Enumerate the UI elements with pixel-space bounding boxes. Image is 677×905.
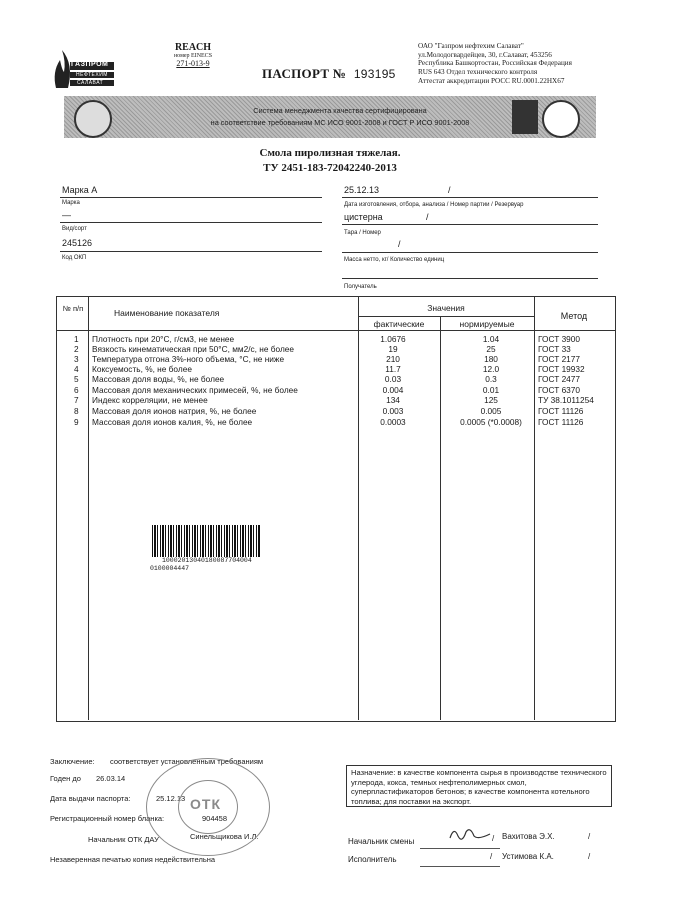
shift-head-name: Вахитова Э.Х. [502, 832, 555, 841]
shift-head-label: Начальник смены [348, 837, 415, 846]
row-name: Индекс корреляции, не менее [92, 395, 208, 405]
banner-line-2: на соответствие требованиям МС ИСО 9001-2008 и ГОСТ Р ИСО 9001-2008 [210, 118, 470, 127]
reach-number: 271-013-9 [176, 59, 210, 68]
row-norm: 0.0005 (*0.0008) [460, 417, 522, 427]
row-actual: 0.03 [384, 374, 402, 384]
passport-number: 193195 [353, 67, 396, 81]
tank-value: цистерна [344, 212, 383, 222]
code-label: Код ОКП [62, 255, 87, 261]
row-actual: 1.0676 [380, 334, 406, 344]
logo-text-1: ГАЗПРОМ [71, 61, 109, 68]
date-value: 25.12.13 [344, 185, 380, 195]
barcode-code-2: 0100004447 [150, 565, 190, 572]
table-row [56, 385, 616, 395]
grade-value: — [62, 210, 71, 220]
batch-label: Вид/сорт [62, 226, 87, 232]
row-number: 9 [74, 417, 79, 427]
row-number: 3 [74, 354, 79, 364]
rst-cert-icon [74, 100, 112, 138]
barcode-code-1: 10002013040180087704004 [162, 557, 252, 564]
reg-value: 904458 [202, 814, 228, 823]
code-value: 245126 [62, 238, 93, 248]
logo-text-3: САЛАВАТ [77, 80, 104, 86]
row-norm: 0.01 [482, 385, 500, 395]
col-no-header: № п/п [62, 304, 84, 313]
row-actual: 0.003 [382, 406, 404, 416]
product-spec: ТУ 2451-183-72042240-2013 [263, 162, 397, 174]
company-line: ОАО "Газпром нефтехим Салават" [418, 42, 524, 50]
row-method: ГОСТ 11126 [538, 417, 584, 427]
conclusion-label: Заключение: [50, 757, 95, 766]
row-norm: 0.005 [480, 406, 502, 416]
table-row [56, 354, 616, 364]
col-actual-header: фактические [373, 319, 425, 329]
product-title [150, 146, 510, 176]
row-number: 6 [74, 385, 79, 395]
row-actual: 19 [388, 344, 398, 354]
passport-title [262, 66, 396, 82]
barcode [152, 525, 260, 557]
row-name: Массовая доля ионов натрия, %, не более [92, 406, 257, 416]
gazprom-logo [48, 42, 116, 96]
unverified-note: Незаверенная печатью копия недействительна [50, 855, 216, 864]
row-norm: 12.0 [482, 364, 500, 374]
row-norm: 0.3 [485, 374, 497, 384]
col-values-header: Значения [427, 303, 465, 313]
product-name: Смола пиролизная тяжелая. [259, 147, 401, 159]
date-label: Дата изготовления, отбора, анализа / Номер партии / Резервуар [344, 202, 524, 208]
signature-icon [448, 824, 492, 844]
table-row [56, 406, 616, 416]
mass-label: Масса нетто, кг/ Количество единиц [344, 257, 445, 263]
row-actual: 11.7 [385, 364, 401, 374]
valid-label: Годен до [50, 774, 81, 783]
stamp-text: ОТК [190, 796, 221, 812]
mark-value: Марка А [62, 185, 98, 195]
row-norm: 25 [486, 344, 496, 354]
row-norm: 125 [484, 395, 498, 405]
row-name: Вязкость кинематическая при 50°С, мм2/с, не более [92, 344, 295, 354]
mark-label: Марка [62, 200, 80, 206]
col-method-header: Метод [560, 311, 588, 321]
reach-block [168, 42, 218, 68]
purpose-note: Назначение: в качестве компонента сырья в производстве технического углерода, кокса, темных нефтеполимерных смол, суперпластификаторов бетонов; в качестве компонента котельного топлива; для поставки на экспорт. [346, 765, 612, 807]
row-number: 8 [74, 406, 79, 416]
valid-value: 26.03.14 [96, 774, 126, 783]
row-norm: 180 [484, 354, 498, 364]
table-row [56, 395, 616, 405]
row-norm: 1.04 [482, 334, 500, 344]
iqnet-icon [542, 100, 580, 138]
receiver-label: Получатель [344, 284, 377, 290]
banner-line-1: Система менеджмента качества сертифицирована [253, 106, 427, 115]
table-row [56, 334, 616, 344]
issue-label: Дата выдачи паспорта: [50, 794, 131, 803]
company-line: RUS 643 Отдел технического контроля [418, 68, 538, 77]
executor-name: Устимова К.А. [502, 852, 554, 861]
head-otk-label: Начальник ОТК ДАУ [88, 835, 159, 844]
row-number: 7 [74, 395, 79, 405]
table-row [56, 364, 616, 374]
col-name-header: Наименование показателя [114, 308, 220, 318]
company-info [418, 42, 618, 86]
row-method: ГОСТ 11126 [538, 406, 584, 416]
row-name: Коксуемость, %, не более [92, 364, 192, 374]
row-number: 4 [74, 364, 79, 374]
row-name: Температура отгона 3%-ного объема, °С, не ниже [92, 354, 285, 364]
reg-label: Регистрационный номер бланка: [50, 814, 165, 823]
banner-text [150, 105, 530, 129]
row-name: Массовая доля механических примесей, %, не более [92, 385, 298, 395]
row-number: 1 [74, 334, 79, 344]
row-method: ГОСТ 6370 [538, 385, 581, 395]
row-number: 5 [74, 374, 79, 384]
row-name: Массовая доля ионов калия, %, не более [92, 417, 253, 427]
row-actual: 0.004 [382, 385, 404, 395]
tank-label: Тара / Номер [344, 230, 381, 236]
passport-label: ПАСПОРТ № [262, 66, 347, 81]
row-method: ГОСТ 3900 [538, 334, 581, 344]
col-norm-header: нормируемые [459, 319, 515, 329]
row-method: ГОСТ 33 [538, 344, 571, 354]
executor-label: Исполнитель [348, 855, 397, 864]
table-row [56, 374, 616, 384]
company-line: Аттестат аккредитации РОСС RU.0001.22НХ67 [418, 76, 565, 85]
row-method: ТУ 38.1011254 [538, 395, 594, 405]
table-row [56, 344, 616, 354]
reach-title: REACH [174, 42, 212, 53]
row-method: ГОСТ 2477 [538, 374, 581, 384]
row-actual: 0.0003 [380, 417, 406, 427]
logo-text-2: НЕФТЕХИМ [76, 72, 108, 78]
company-line: Республика Башкортостан, Российская Федерация [418, 59, 572, 68]
row-number: 2 [74, 344, 79, 354]
reach-sub: номер EINECS [173, 53, 213, 59]
row-name: Плотность при 20°С, г/см3, не менее [92, 334, 235, 344]
row-method: ГОСТ 19932 [538, 364, 585, 374]
row-actual: 210 [386, 354, 400, 364]
row-method: ГОСТ 2177 [538, 354, 581, 364]
table-row [56, 417, 616, 427]
issue-value: 25.12.13 [156, 794, 186, 803]
head-otk-name: Синельщикова И.Л. [190, 832, 259, 841]
company-line: ул.Молодогвардейцев, 30, г.Салават, 453256 [418, 50, 552, 59]
row-name: Массовая доля воды, %, не более [92, 374, 225, 384]
conclusion-value: соответствует установленным требованиям [110, 757, 264, 766]
row-actual: 134 [386, 395, 400, 405]
